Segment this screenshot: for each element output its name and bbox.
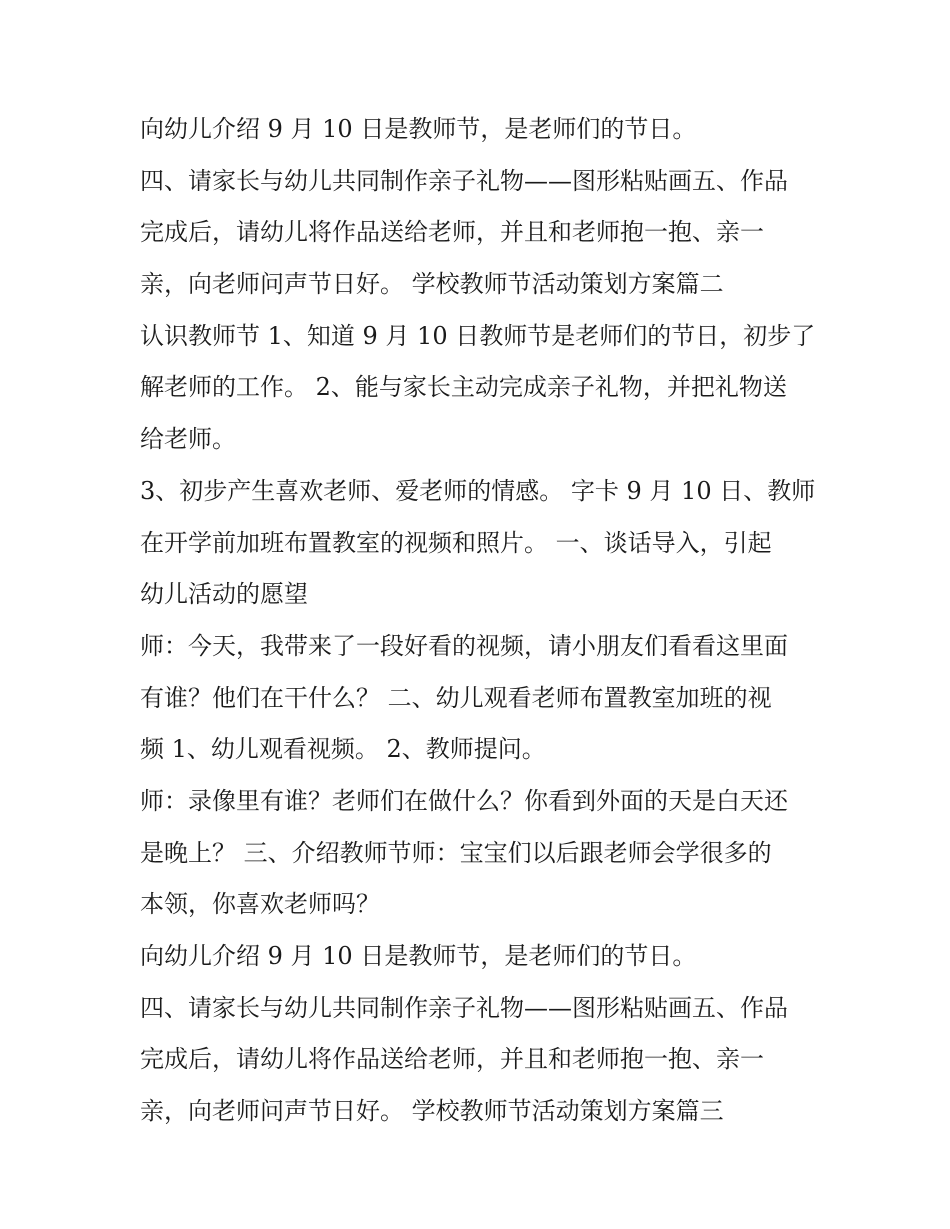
text-line: 师：录像里有谁？老师们在做什么？你看到外面的天是白天还 xyxy=(140,786,788,815)
text-line: 是晚上？ 三、介绍教师节师：宝宝们以后跟老师会学很多的 xyxy=(140,838,772,867)
text-line: 向幼儿介绍 9 月 10 日是教师节，是老师们的节日。 xyxy=(140,942,697,970)
text-line: 3、初步产生喜欢老师、爱老师的情感。 字卡 9 月 10 日、教师 xyxy=(140,476,816,505)
text-line: 认识教师节 1、知道 9 月 10 日教师节是老师们的节日，初步了 xyxy=(140,321,816,350)
text-line: 完成后，请幼儿将作品送给老师，并且和老师抱一抱、亲一 xyxy=(140,218,764,247)
text-line: 在开学前加班布置教室的视频和照片。 一、谈话导入，引起 xyxy=(140,528,772,557)
text-line: 解老师的工作。 2、能与家长主动完成亲子礼物，并把礼物送 xyxy=(140,373,787,402)
text-line: 给老师。 xyxy=(140,425,236,454)
text-line: 幼儿活动的愿望 xyxy=(140,580,308,609)
text-line: 完成后，请幼儿将作品送给老师，并且和老师抱一抱、亲一 xyxy=(140,1045,764,1074)
text-line: 向幼儿介绍 9 月 10 日是教师节，是老师们的节日。 xyxy=(140,115,697,143)
document-body xyxy=(140,104,820,1138)
text-line: 四、请家长与幼儿共同制作亲子礼物——图形粘贴画五、作品 xyxy=(140,993,788,1022)
text-line: 亲，向老师问声节日好。 学校教师节活动策划方案篇三 xyxy=(140,1097,724,1126)
text-line: 频 1、幼儿观看视频。 2、教师提问。 xyxy=(140,735,546,764)
text-line: 有谁？他们在干什么？ 二、幼儿观看老师布置教室加班的视 xyxy=(140,683,772,712)
text-line: 本领，你喜欢老师吗？ xyxy=(140,890,380,919)
text-line: 四、请家长与幼儿共同制作亲子礼物——图形粘贴画五、作品 xyxy=(140,166,788,195)
text-line: 师：今天，我带来了一段好看的视频，请小朋友们看看这里面 xyxy=(140,631,788,660)
text-line: 亲，向老师问声节日好。 学校教师节活动策划方案篇二 xyxy=(140,270,724,299)
